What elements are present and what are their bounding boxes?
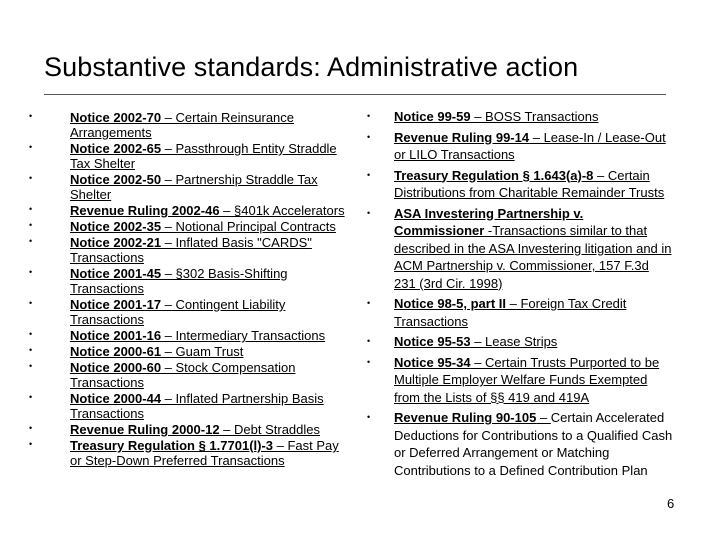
list-item[interactable] [29, 172, 345, 203]
item-description: – Guam Trust [161, 344, 244, 359]
slide-title: Substantive standards: Administrative action [44, 52, 579, 82]
item-link[interactable] [394, 168, 664, 201]
list-item[interactable] [29, 266, 345, 297]
bullet-icon: • [367, 298, 371, 308]
item-description: -Transactions similar to that described in the ASA Investering litigation and in ACM Partnership v. Commissioner, 157 F.3d 231 (3rd Cir. 1998) [394, 223, 672, 291]
item-description: – [536, 410, 551, 425]
item-link[interactable] [70, 422, 320, 437]
list-item[interactable] [29, 391, 345, 422]
list-item[interactable] [367, 333, 674, 354]
bullet-icon: • [29, 298, 33, 308]
item-description: – Partnership Straddle Tax Shelter [70, 172, 318, 202]
bullet-icon: • [29, 439, 33, 449]
item-description: – Foreign Tax Credit Transactions [394, 296, 627, 329]
item-link[interactable] [394, 109, 599, 124]
bullet-icon: • [29, 142, 33, 152]
bullet-icon: • [29, 111, 33, 121]
item-citation: Notice 95-53 [394, 334, 471, 349]
item-citation: Revenue Ruling 99-14 [394, 129, 530, 145]
item-citation: Revenue Ruling 2000-12 [70, 422, 220, 437]
bullet-icon: • [29, 220, 33, 230]
item-link[interactable] [394, 296, 626, 329]
item-citation: Notice 98-5, part II [394, 296, 506, 311]
bullet-icon: • [29, 423, 33, 433]
left-item-list [29, 110, 345, 469]
item-link[interactable] [70, 344, 243, 359]
bullet-icon: • [29, 329, 33, 339]
item-citation: Treasury Regulation § 1.7701(l)-3 [70, 438, 274, 453]
list-item[interactable] [367, 295, 674, 333]
item-description: – §302 Basis-Shifting Transactions [70, 266, 288, 296]
item-description: – Stock Compensation Transactions [70, 360, 296, 390]
list-item[interactable] [367, 409, 674, 482]
list-item[interactable] [29, 438, 345, 469]
item-citation: Treasury Regulation § 1.643(a)-8 [394, 167, 594, 183]
item-citation: Notice 99-59 [394, 109, 471, 124]
item-description: – Inflated Basis "CARDS" Transactions [70, 235, 312, 265]
item-description: – §401k Accelerators [219, 203, 345, 218]
list-item[interactable] [367, 354, 674, 410]
item-link[interactable] [70, 172, 318, 202]
item-description: – Inflated Partnership Basis Transactions [70, 391, 324, 421]
title-divider [44, 94, 666, 95]
item-link[interactable] [394, 410, 551, 425]
bullet-icon: • [367, 111, 371, 121]
bullet-icon: • [29, 392, 33, 402]
bullet-icon: • [29, 236, 33, 246]
page-number: 6 [667, 496, 675, 511]
list-item[interactable] [29, 235, 345, 266]
bullet-icon: • [29, 173, 33, 183]
item-citation: Notice 2000-44 [70, 391, 162, 406]
item-link[interactable] [70, 438, 339, 468]
item-link[interactable] [394, 206, 672, 291]
item-description: – Certain Reinsurance Arrangements [70, 110, 295, 140]
item-link[interactable] [70, 203, 345, 218]
item-citation: Revenue Ruling 90-105 [394, 410, 537, 425]
list-item[interactable] [29, 297, 345, 328]
item-description: – Certain Trusts Purported to be Multiple Employer Welfare Funds Exempted from the Lists of §§ 419 and 419A [394, 354, 660, 405]
item-citation: Notice 2002-65 [70, 141, 162, 156]
item-citation: Notice 2000-60 [70, 360, 162, 375]
list-item[interactable] [29, 110, 345, 141]
list-item[interactable] [29, 141, 345, 172]
bullet-icon: • [367, 131, 371, 142]
list-item[interactable] [367, 129, 674, 167]
list-item[interactable] [29, 422, 345, 438]
item-citation: Notice 2002-70 [70, 110, 162, 125]
bullet-icon: • [367, 207, 371, 218]
bullet-icon: • [367, 412, 371, 422]
item-link[interactable] [70, 328, 325, 343]
list-item[interactable] [367, 205, 674, 296]
item-citation: Notice 2001-45 [70, 266, 162, 281]
right-item-list [367, 108, 674, 482]
bullet-icon: • [29, 204, 33, 214]
item-description-plain: Certain Accelerated Deductions for Contributions to a Qualified Cash or Deferred Arrangement or Matching Contributions to a Defined Contribution Plan [394, 410, 673, 478]
list-item[interactable] [29, 328, 345, 344]
item-description: – Notional Principal Contracts [161, 219, 336, 234]
item-link[interactable] [70, 235, 312, 265]
list-item[interactable] [367, 108, 674, 129]
item-citation: Notice 95-34 [394, 354, 471, 370]
list-item[interactable] [29, 203, 345, 219]
bullet-icon: • [367, 169, 371, 180]
bullet-icon: • [367, 336, 371, 346]
item-citation: Notice 2001-16 [70, 328, 162, 343]
item-link[interactable] [70, 141, 337, 171]
item-citation: ASA Investering Partnership v. Commissioner [394, 205, 584, 238]
item-link[interactable] [70, 360, 295, 390]
bullet-icon: • [367, 356, 371, 367]
item-description: – Lease Strips [470, 334, 558, 349]
list-item[interactable] [367, 167, 674, 205]
item-link[interactable] [70, 297, 285, 327]
item-description: – Debt Straddles [219, 422, 321, 437]
item-citation: Revenue Ruling 2002-46 [70, 203, 220, 218]
item-link[interactable] [394, 355, 659, 405]
item-description: – BOSS Transactions [470, 109, 599, 124]
item-citation: Notice 2002-35 [70, 219, 162, 234]
item-link[interactable] [70, 110, 294, 140]
list-item[interactable] [29, 344, 345, 360]
item-description: – Intermediary Transactions [161, 328, 326, 343]
bullet-icon: • [29, 267, 33, 277]
list-item[interactable] [29, 219, 345, 235]
item-description: – Certain Distributions from Charitable Remainder Trusts [394, 167, 665, 200]
item-citation: Notice 2002-21 [70, 235, 162, 250]
item-description: – Fast Pay or Step-Down Preferred Transactions [70, 438, 339, 468]
item-citation: Notice 2000-61 [70, 344, 162, 359]
item-description: – Lease-In / Lease-Out or LILO Transactions [394, 129, 666, 162]
bullet-icon: • [29, 361, 33, 371]
item-citation: Notice 2001-17 [70, 297, 162, 312]
item-description: – Passthrough Entity Straddle Tax Shelter [70, 141, 337, 171]
item-description: – Contingent Liability Transactions [70, 297, 286, 327]
item-link[interactable] [70, 219, 336, 234]
item-citation: Notice 2002-50 [70, 172, 162, 187]
item-link[interactable] [394, 130, 666, 163]
item-link[interactable] [394, 334, 557, 349]
bullet-icon: • [29, 345, 33, 355]
item-link[interactable] [70, 391, 324, 421]
item-link[interactable] [70, 266, 288, 296]
list-item[interactable] [29, 360, 345, 391]
